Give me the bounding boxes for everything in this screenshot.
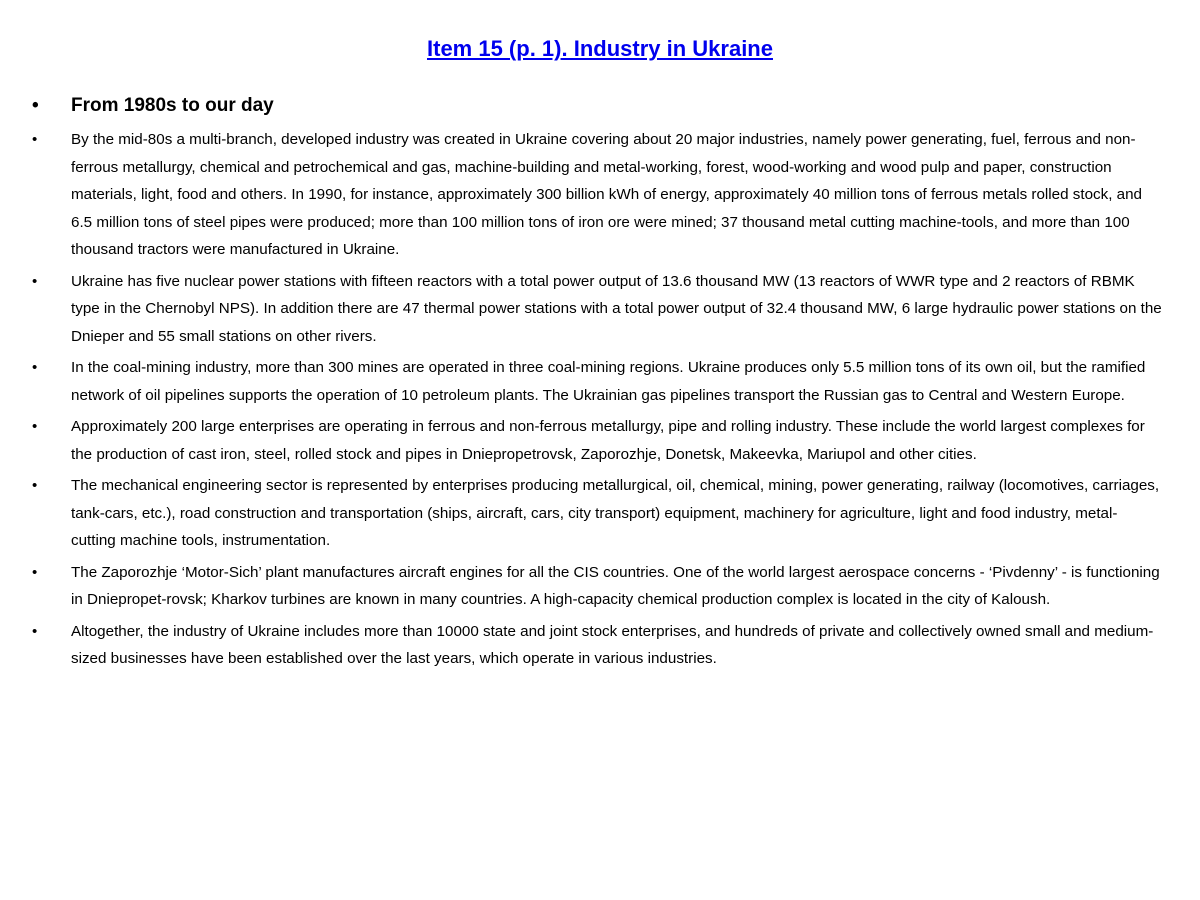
paragraph-bullet — [32, 413, 1162, 468]
bullet-dot: • — [32, 622, 38, 640]
slide-title — [0, 34, 1200, 64]
paragraph-text: Ukraine has five nuclear power stations with fifteen reactors with a total power output of 13.6 thousand MW (13 reactors of WWR type and 2 reactors of RBMK type in the Chernobyl NPS). In addition there are 47 thermal power stations with a total power output of 32.4 thousand MW, 6 large hydraulic power stations on the Dnieper and 55 small stations on other rivers. — [71, 272, 1162, 345]
section-heading: From 1980s to our day — [71, 95, 274, 116]
bullet-list — [32, 92, 1162, 677]
title-link[interactable]: Item 15 (p. 1). Industry in Ukraine — [427, 36, 773, 61]
paragraph-text: In the coal-mining industry, more than 300 mines are operated in three coal-mining regions. Ukraine produces only 5.5 million tons of its own oil, but the ramified network of oil pipelines supports the operation of 10 petroleum plants. The Ukrainian gas pipelines transport the Russian gas to Central and Western Europe. — [71, 359, 1146, 404]
bullet-dot: • — [32, 95, 39, 116]
paragraph-bullet — [32, 472, 1162, 555]
paragraph-text: By the mid-80s a multi-branch, developed industry was created in Ukraine covering about 20 major industries, namely power generating, fuel, ferrous and non-ferrous metallurgy, chemical and petrochemical and gas, machine-building and metal-working, forest, wood-working and wood pulp and paper, construction materials, light, food and others. In 1990, for instance, approximately 300 billion kWh of energy, approximately 40 million tons of ferrous metals rolled stock, and 6.5 million tons of steel pipes were produced; more than 100 million tons of iron ore were mined; 37 thousand metal cutting machine-tools, and more than 100 thousand tractors were manufactured in Ukraine. — [71, 131, 1142, 258]
paragraph-bullet — [32, 559, 1162, 614]
bullet-dot: • — [32, 359, 38, 376]
bullet-dot: • — [32, 563, 38, 581]
paragraph-bullet — [32, 354, 1162, 409]
paragraph-text: The Zaporozhje ‘Motor-Sich’ plant manufactures aircraft engines for all the CIS countries. One of the world largest aerospace concerns - ‘Pivdenny’ - is functioning in Dniepropet-rovsk; Kharkov turbines are known in many countries. A high-capacity chemical production complex is located in the city of Kaloush. — [71, 563, 1160, 608]
paragraph-bullet — [32, 126, 1162, 264]
bullet-dot: • — [32, 477, 38, 494]
paragraph-text: Altogether, the industry of Ukraine includes more than 10000 state and joint stock enterprises, and hundreds of private and collectively owned small and medium-sized businesses have been established over the last years, which operate in various industries. — [71, 622, 1154, 667]
paragraph-bullet — [32, 618, 1162, 673]
heading-bullet — [32, 92, 1162, 120]
paragraph-text: The mechanical engineering sector is represented by enterprises producing metallurgical, oil, chemical, mining, power generating, railway (locomotives, carriages, tank-cars, etc.), road construction and transportation (ships, aircraft, cars, city transport) equipment, machinery for agriculture, light and food industry, metal-cutting machine tools, instrumentation. — [71, 477, 1160, 549]
paragraph-bullet — [32, 268, 1162, 351]
bullet-dot: • — [32, 131, 38, 148]
bullet-dot: • — [32, 272, 38, 290]
paragraph-text: Approximately 200 large enterprises are operating in ferrous and non-ferrous metallurgy, pipe and rolling industry. These include the world largest complexes for the production of cast iron, steel, rolled stock and pipes in Dniepropetrovsk, Zaporozhje, Donetsk, Makeevka, Mariupol and other cities. — [71, 418, 1145, 463]
bullet-dot: • — [32, 418, 38, 435]
